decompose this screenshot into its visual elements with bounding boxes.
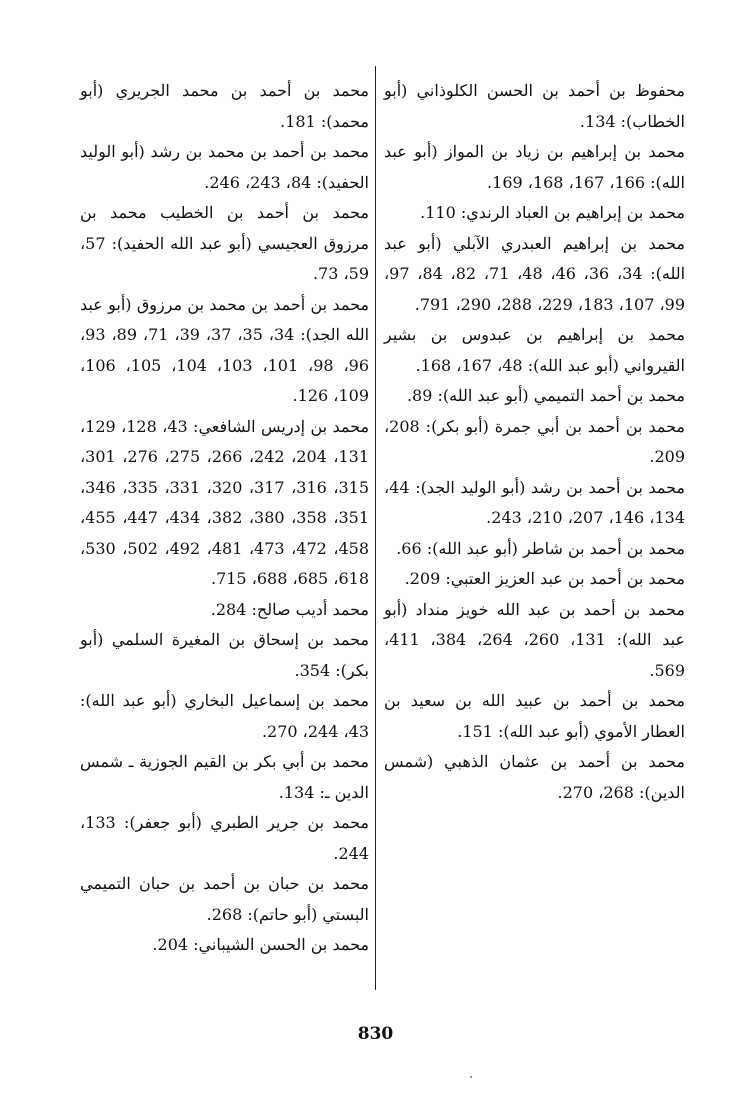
index-entry: محمد بن أحمد بن الخطيب محمد بن مرزوق العجيسي (أبو عبد الله الحفيد): 57، 59، 73. [80, 203, 369, 283]
index-entry: محمد بن أحمد بن محمد الجريري (أبو محمد): 181. [80, 81, 369, 131]
index-entry: محمد بن إسحاق بن المغيرة السلمي (أبو بكر): 354. [80, 630, 369, 680]
index-entry: محمد بن أحمد بن أبي جمرة (أبو بكر): 208، 209. [384, 416, 685, 466]
index-entry: محمد بن جرير الطبري (أبو جعفر): 133، 244. [80, 813, 369, 863]
index-entry: محمد بن إبراهيم بن عبدوس بن بشير القيرواني (أبو عبد الله): 48، 167، 168. [384, 325, 685, 375]
index-entry: محمد بن إبراهيم بن العباد الرندي: 110. [420, 203, 685, 222]
index-entry: محمد بن إبراهيم العبدري الآبلي (أبو عبد الله): 34، 36، 46، 48، 71، 82، 84، 97، 99، 107، 183، 229، 288، 290، 791. [384, 233, 686, 314]
scan-artifact [470, 1076, 472, 1078]
index-entry: محمد بن حبان بن أحمد بن حبان التميمي البستي (أبو حاتم): 268. [80, 874, 369, 924]
index-entry: محمد بن أبي بكر بن القيم الجوزية ـ شمس الدين ـ: 134. [80, 752, 369, 802]
index-entry: محمد بن الحسن الشيباني: 204. [152, 935, 369, 954]
index-column-right [384, 76, 685, 808]
index-entry: محمد بن إدريس الشافعي: 43، 128، 129، 131، 204، 242، 266، 275، 276، 301، 315، 316، 317، 320، 331، 335، 346، 351، 358، 380، 382، 434، 447، 455، 458، 472، 473، 481، 492، 502، 530، 618، 685، 688، 715. [80, 416, 370, 588]
column-divider [375, 66, 376, 990]
index-entry: محمد بن إسماعيل البخاري (أبو عبد الله): 43، 244، 270. [80, 691, 369, 741]
index-entry: محمد بن أحمد بن شاطر (أبو عبد الله): 66. [396, 538, 685, 558]
index-entry: محمد بن أحمد بن عثمان الذهبي (شمس الدين): 268، 270. [384, 752, 685, 802]
page-number: 830 [357, 1024, 394, 1044]
index-entry: محمد بن أحمد بن محمد بن مرزوق (أبو عبد الله الجد): 34، 35، 37، 39، 71، 89، 93، 96، 98، 101، 103، 104، 105، 106، 109، 126. [80, 294, 370, 405]
index-entry: محفوظ بن أحمد بن الحسن الكلوذاني (أبو الخطاب): 134. [384, 81, 685, 131]
index-entry: محمد بن أحمد بن محمد بن رشد (أبو الوليد الحفيد): 84، 243، 246. [80, 142, 369, 192]
index-entry: محمد أديب صالح: 284. [210, 599, 369, 619]
index-entry: محمد بن أحمد بن عبد العزيز العتبي: 209. [404, 569, 685, 588]
index-entry: محمد بن أحمد بن رشد (أبو الوليد الجد): 44، 134، 146، 207، 210، 243. [384, 477, 685, 527]
index-entry: محمد بن إبراهيم بن زياد بن المواز (أبو عبد الله): 166، 167، 168، 169. [384, 142, 685, 192]
index-entry: محمد بن أحمد التميمي (أبو عبد الله): 89. [406, 386, 685, 405]
index-entry: محمد بن أحمد بن عبيد الله بن سعيد بن العطار الأموي (أبو عبد الله): 151. [384, 691, 685, 741]
index-column-left [80, 76, 369, 961]
index-entry: محمد بن أحمد بن عبد الله خويز منداد (أبو عبد الله): 131، 260، 264، 384، 411، 569. [384, 599, 685, 680]
